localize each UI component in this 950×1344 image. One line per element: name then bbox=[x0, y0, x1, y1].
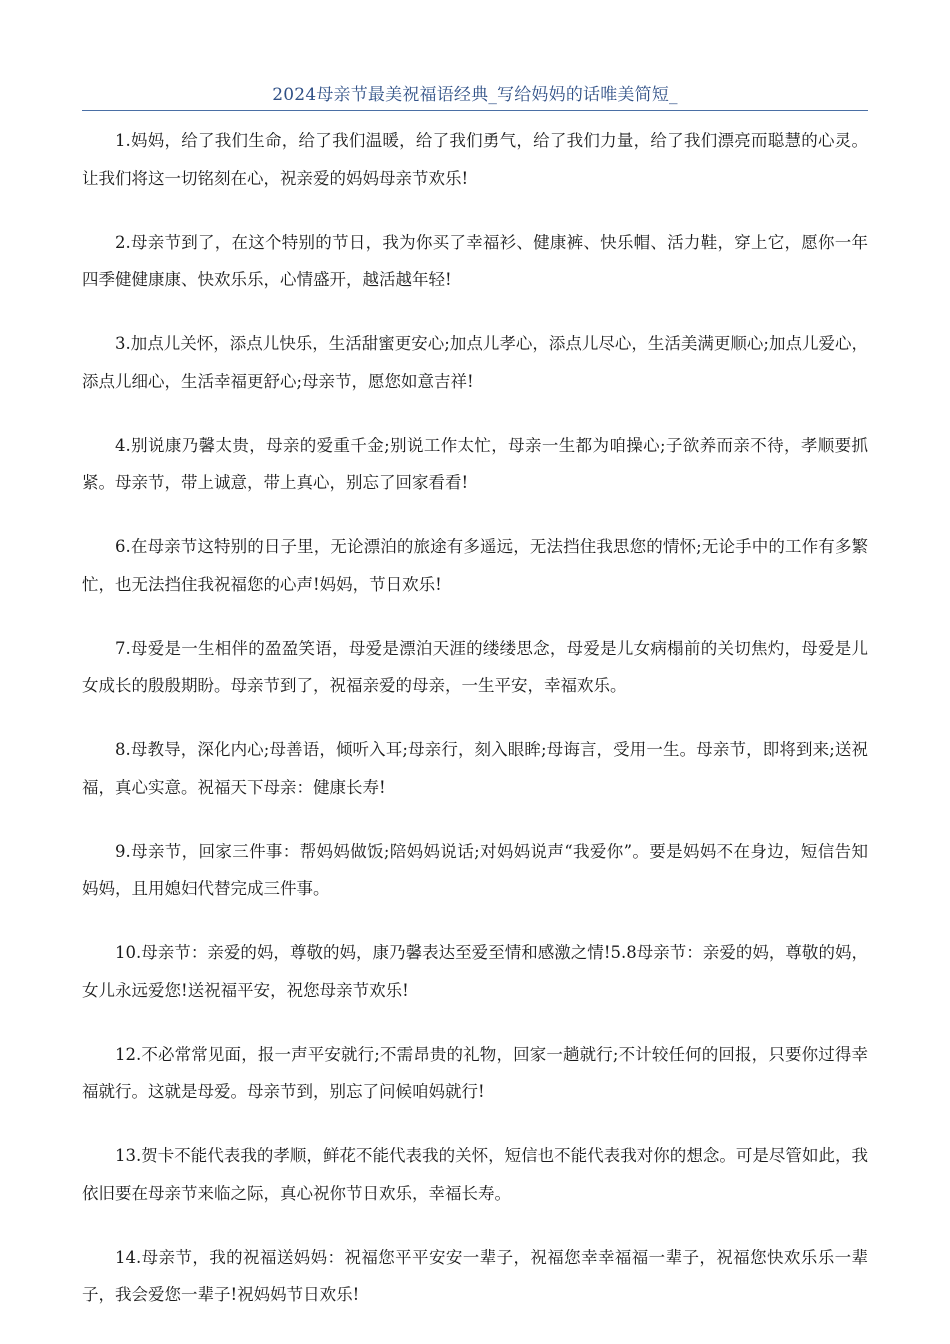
document-body bbox=[82, 122, 868, 1340]
paragraph-6: 6.在母亲节这特别的日子里，无论漂泊的旅途有多遥远，无法挡住我思您的情怀;无论手中的工作有多繁忙，也无法挡住我祝福您的心声!妈妈，节日欢乐! bbox=[82, 537, 868, 594]
paragraph-9: 9.母亲节，回家三件事：帮妈妈做饭;陪妈妈说话;对妈妈说声“我爱你”。要是妈妈不在身边，短信告知妈妈，且用媳妇代替完成三件事。 bbox=[82, 841, 868, 898]
paragraph-3: 3.加点儿关怀，添点儿快乐，生活甜蜜更安心;加点儿孝心，添点儿尽心，生活美满更顺心;加点儿爱心，添点儿细心，生活幸福更舒心;母亲节，愿您如意吉祥! bbox=[82, 334, 868, 391]
paragraph-7: 7.母爱是一生相伴的盈盈笑语，母爱是漂泊天涯的缕缕思念，母爱是儿女病榻前的关切焦灼，母爱是儿女成长的殷殷期盼。母亲节到了，祝福亲爱的母亲，一生平安，幸福欢乐。 bbox=[82, 638, 868, 695]
paragraph-2: 2.母亲节到了，在这个特别的节日，我为你买了幸福衫、健康裤、快乐帽、活力鞋，穿上它，愿你一年四季健健康康、快欢乐乐，心情盛开，越活越年轻! bbox=[82, 232, 868, 289]
paragraph-1: 1.妈妈，给了我们生命，给了我们温暖，给了我们勇气，给了我们力量，给了我们漂亮而聪慧的心灵。让我们将这一切铭刻在心，祝亲爱的妈妈母亲节欢乐! bbox=[82, 131, 868, 188]
document-header bbox=[82, 84, 868, 111]
paragraph-13: 13.贺卡不能代表我的孝顺，鲜花不能代表我的关怀，短信也不能代表我对你的想念。可是尽管如此，我依旧要在母亲节来临之际，真心祝你节日欢乐，幸福长寿。 bbox=[82, 1146, 868, 1203]
paragraph-10: 10.母亲节：亲爱的妈，尊敬的妈，康乃馨表达至爱至情和感激之情!5.8母亲节：亲爱的妈，尊敬的妈，女儿永远爱您!送祝福平安，祝您母亲节欢乐! bbox=[82, 943, 868, 1000]
paragraph-14: 14.母亲节，我的祝福送妈妈：祝福您平平安安一辈子，祝福您幸幸福福一辈子，祝福您快欢乐乐一辈子，我会爱您一辈子!祝妈妈节日欢乐! bbox=[82, 1247, 868, 1304]
document-title: 2024母亲节最美祝福语经典_写给妈妈的话唯美简短_ bbox=[272, 85, 678, 105]
paragraph-8: 8.母教导，深化内心;母善语，倾听入耳;母亲行，刻入眼眸;母诲言，受用一生。母亲节，即将到来;送祝福，真心实意。祝福天下母亲：健康长寿! bbox=[82, 740, 868, 797]
paragraph-12: 12.不必常常见面，报一声平安就行;不需昂贵的礼物，回家一趟就行;不计较任何的回报，只要你过得幸福就行。这就是母爱。母亲节到，别忘了问候咱妈就行! bbox=[82, 1044, 868, 1101]
paragraph-4: 4.别说康乃馨太贵，母亲的爱重千金;别说工作太忙，母亲一生都为咱操心;子欲养而亲不待，孝顺要抓紧。母亲节，带上诚意，带上真心，别忘了回家看看! bbox=[82, 435, 868, 492]
